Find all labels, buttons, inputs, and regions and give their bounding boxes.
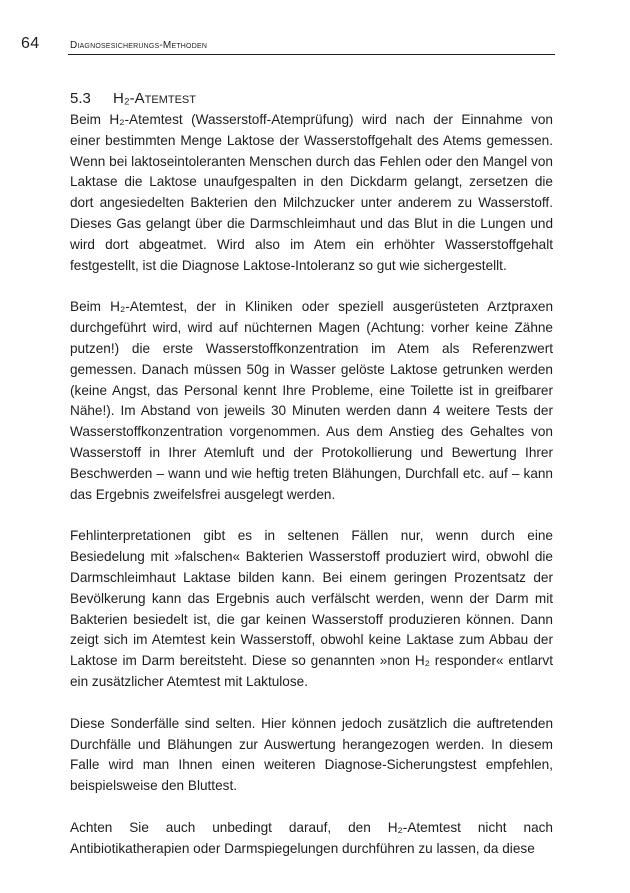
paragraph-3: Fehlinterpretationen gibt es in seltenen Fällen nur, wenn durch eine Besiedelung mit »falschen« Bakterien Wasserstoff produziert wird, obwohl die Darmschleimhaut Laktase bilden kann. Bei einem geringen Prozentsatz der Bevölkerung kann das Ergebnis auch verfälscht werden, wenn der Darm mit Bakterien besiedelt ist, die gar keinen Wasserstoff produzieren können. Dann zeigt sich im Atemtest kein Wasserstoff, obwohl keine Laktase zum Abbau der Laktose im Darm bereitsteht. Diese so genannten »non H₂ responder« entlarvt ein zusätzlicher Atemtest mit Laktulose. (70, 528, 553, 689)
section-title: H₂-Atemtest (113, 90, 196, 107)
paragraph-2: Beim H₂-Atemtest, der in Kliniken oder speziell ausgerüsteten Arztpraxen durchgeführt wird, wird auf nüchternen Magen (Achtung: vorher keine Zähne putzen!) die erste Wasserstoffkonzentration im Atem als Referenzwert gemessen. Danach müssen 50g in Wasser gelöste Laktose getrunken werden (keine Angst, das Personal kennt Ihre Probleme, eine Toilette ist in greifbarer Nähe!). Im Abstand von jeweils 30 Minuten werden dann 4 weitere Tests der Wasserstoffkonzentration vorgenommen. Aus dem Anstieg des Gehaltes von Wasserstoff in Ihrer Atemluft und der Protokollierung und Bewertung Ihrer Beschwerden – wann und wie heftig treten Blähungen, Durchfall etc. auf – kann das Ergebnis zweifelsfrei ausgelegt werden. (70, 299, 553, 502)
page-body (70, 88, 553, 881)
section-number: 5.3 (70, 90, 91, 107)
header-rule (68, 54, 555, 55)
paragraph-4: Diese Sonderfälle sind selten. Hier können jedoch zusätzlich die auftretenden Durchfälle und Blähungen zur Auswertung herangezogen werden. In diesem Falle wird man Ihnen einen weiteren Diagnose-Sicherungstest empfehlen, beispielsweise den Bluttest. (70, 715, 553, 794)
paragraph-1: Beim H₂-Atemtest (Wasserstoff-Atemprüfung) wird nach der Einnahme von einer bestimmten Menge Laktose der Wasserstoffgehalt des Atems gemessen. Wenn bei laktoseintoleranten Menschen durch das Fehlen oder den Mangel von Laktase die Laktose unaufgespalten in den Dickdarm gelangt, zersetzen die dort angesiedelten Bakterien den Milchzucker unter anderem zu Wasserstoff. Dieses Gas gelangt über die Darmschleimhaut und das Blut in die Lungen und wird dort abgeatmet. Wird also im Atem ein erhöhter Wasserstoffgehalt festgestellt, ist die Diagnose Laktose-Intoleranz so gut wie sichergestellt. (70, 112, 553, 273)
page-number: 64 (21, 35, 40, 52)
section-heading (70, 88, 553, 109)
paragraph-5: Achten Sie auch unbedingt darauf, den H₂-Atemtest nicht nach Antibiotikatherapien oder Darmspiegelungen durchführen zu lassen, da diese (70, 819, 553, 856)
running-head: Diagnosesicherungs-Methoden (70, 40, 208, 51)
